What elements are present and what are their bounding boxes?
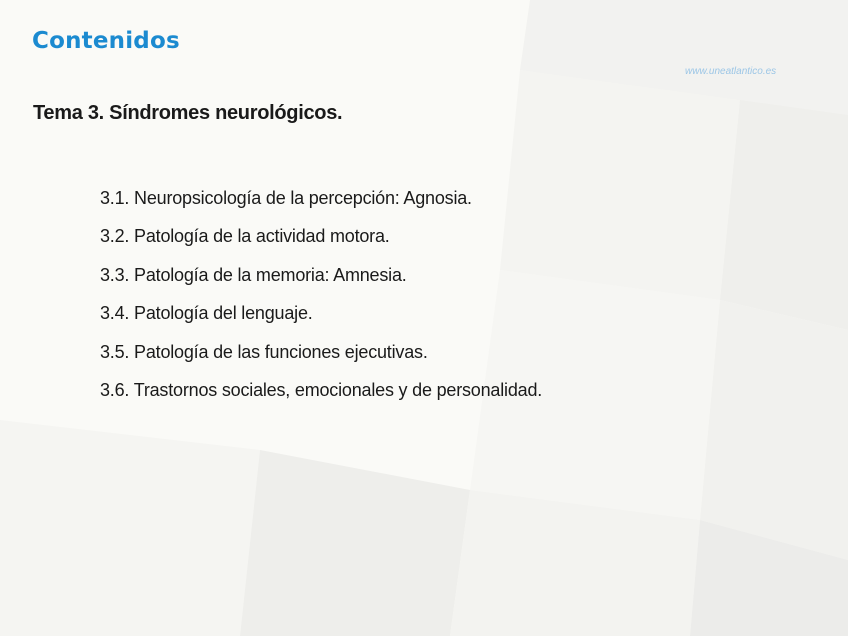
contents-list (100, 185, 542, 415)
contents-item: 3.5. Patología de las funciones ejecutivas. (100, 341, 428, 362)
website-url: www.uneatlantico.es (685, 66, 777, 77)
contents-item: 3.3. Patología de la memoria: Amnesia. (100, 264, 407, 285)
topic-title: Tema 3. Síndromes neurológicos. (33, 102, 343, 124)
contents-item: 3.4. Patología del lenguaje. (100, 303, 313, 324)
contents-item: 3.2. Patología de la actividad motora. (100, 226, 390, 247)
contents-item: 3.1. Neuropsicología de la percepción: Agnosia. (100, 188, 472, 208)
header-title: Contenidos (32, 28, 180, 54)
contents-item: 3.6. Trastornos sociales, emocionales y de personalidad. (100, 379, 543, 400)
